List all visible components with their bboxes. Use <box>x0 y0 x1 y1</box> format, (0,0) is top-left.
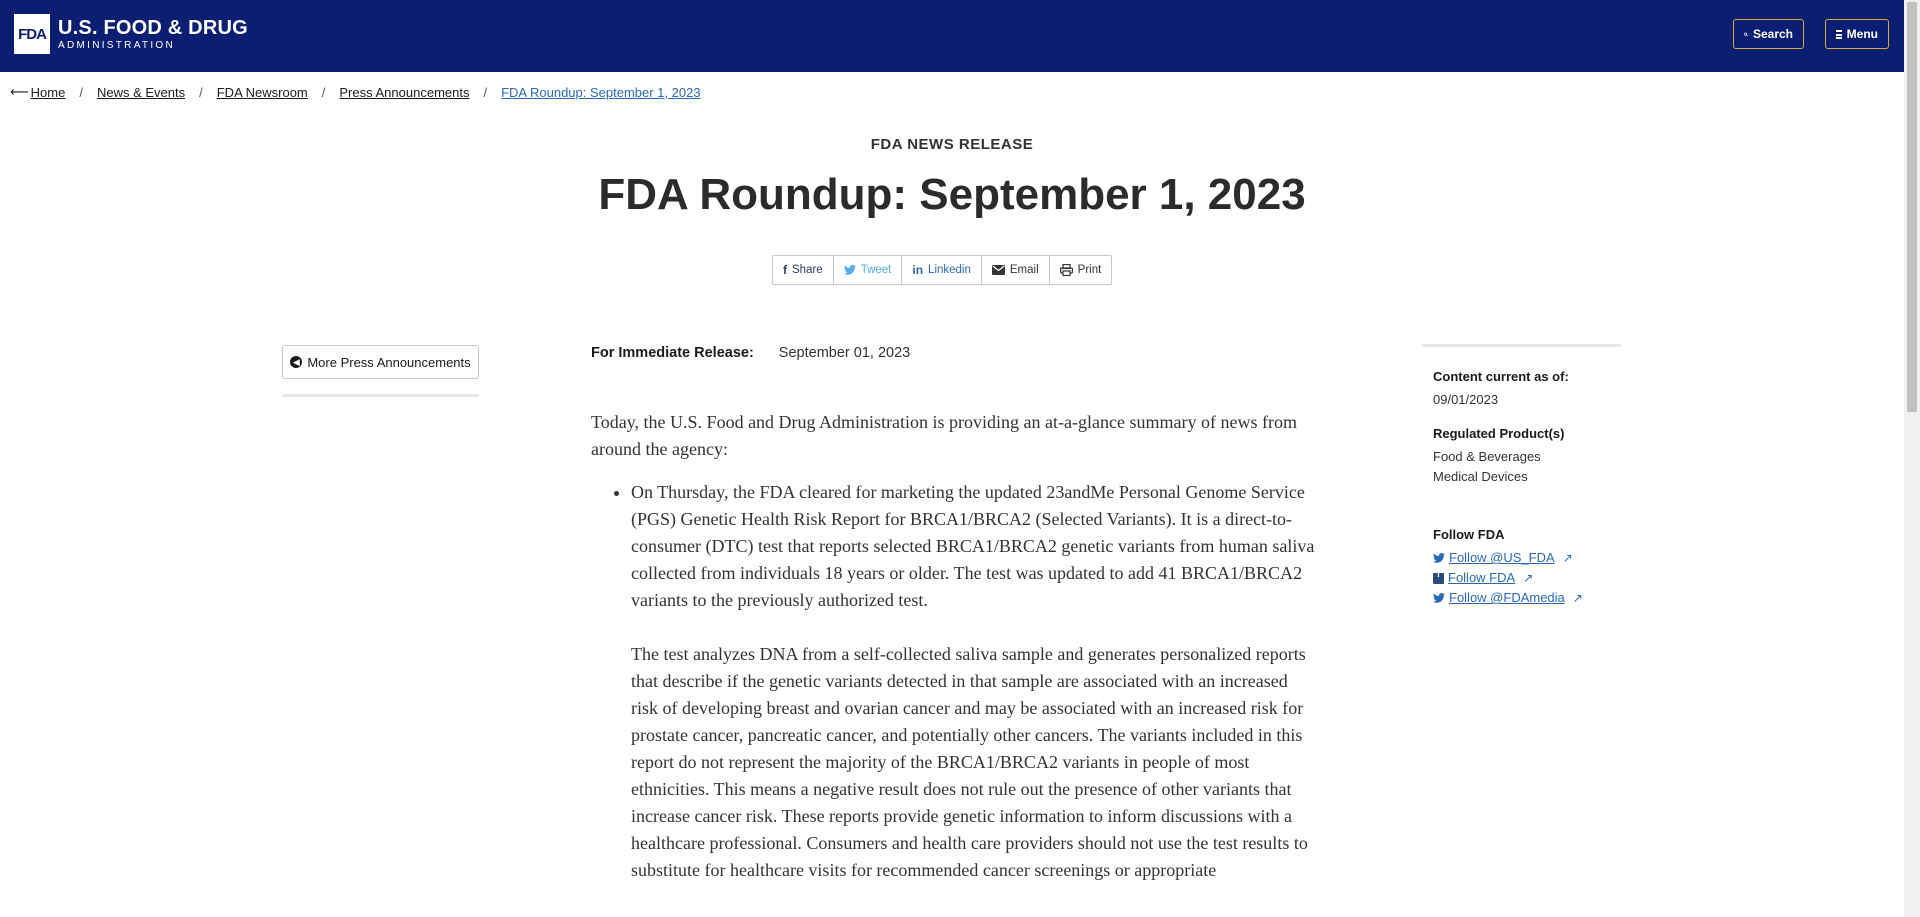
breadcrumb-separator: / <box>321 84 326 100</box>
menu-label: Menu <box>1846 27 1878 41</box>
follow-fdamedia-item <box>1433 588 1623 608</box>
external-link-icon: ↗ <box>1572 591 1583 605</box>
tweet-label: Tweet <box>860 264 892 276</box>
follow-links <box>1433 548 1623 608</box>
follow-fda-block <box>1433 527 1623 608</box>
follow-fda-label: Follow FDA <box>1433 527 1505 542</box>
breadcrumb-news-events[interactable]: News & Events <box>96 84 186 100</box>
facebook-icon: f <box>1433 573 1444 584</box>
more-press-announcements-button[interactable] <box>282 345 479 379</box>
twitter-icon <box>1433 593 1445 603</box>
share-facebook-button[interactable] <box>773 256 834 284</box>
twitter-icon <box>1433 553 1445 563</box>
content-current-label: Content current as of: <box>1433 369 1569 384</box>
news-list-item <box>631 479 1316 884</box>
fda-logo-mark: FDA <box>14 14 50 54</box>
print-label: Print <box>1077 264 1102 276</box>
scrollbar-thumb[interactable] <box>1907 2 1917 412</box>
breadcrumb <box>10 84 701 100</box>
news-release-kicker: FDA NEWS RELEASE <box>870 136 1034 153</box>
linkedin-icon: in <box>912 263 924 277</box>
search-button[interactable] <box>1733 19 1804 49</box>
share-twitter-button[interactable] <box>834 256 903 284</box>
release-date: September 01, 2023 <box>778 345 911 361</box>
follow-fdamedia-link[interactable]: Follow @FDAmedia <box>1449 590 1565 605</box>
fda-logo-text <box>58 18 248 51</box>
email-label: Email <box>1009 264 1039 276</box>
logo-subtitle: ADMINISTRATION <box>58 39 176 51</box>
circle-arrow-left-icon: ◀ <box>290 356 302 368</box>
regulated-product-item: Food & Beverages <box>1433 449 1541 464</box>
menu-button[interactable] <box>1825 19 1889 49</box>
share-bar <box>772 255 1112 285</box>
breadcrumb-separator: / <box>199 84 203 100</box>
logo-title: U.S. FOOD & DRUG <box>58 16 248 39</box>
back-arrow-icon: ⟵ <box>10 84 29 99</box>
external-link-icon: ↗ <box>1562 551 1573 565</box>
regulated-products-block <box>1433 426 1623 487</box>
breadcrumb-press-announcements[interactable]: Press Announcements <box>339 84 470 100</box>
follow-us-fda-link[interactable]: Follow @US_FDA <box>1449 550 1555 565</box>
news-list <box>591 479 1316 884</box>
breadcrumb-separator: / <box>483 84 488 100</box>
page-title: FDA Roundup: September 1, 2023 <box>598 170 1306 219</box>
page-scrollbar[interactable] <box>1904 0 1920 917</box>
breadcrumb-home[interactable]: Home <box>30 84 66 100</box>
news-item-paragraph-1: • On Thursday, the FDA cleared for marketing the updated 23andMe Personal Genome Service (PGS) Genetic Health Risk Report for BRCA1/BRCA2 (Selected Variants). It is a direct-to-consumer (DTC) test that reports selected BRCA1/BRCA2 genetic variants from human saliva collected from individuals 18 years or older. The test was updated to add 41 BRCA1/BRCA2 variants to the previously authorized test. <box>631 482 1315 610</box>
print-button[interactable] <box>1050 256 1112 284</box>
regulated-products-list <box>1433 447 1623 487</box>
regulated-products-label: Regulated Product(s) <box>1433 426 1565 441</box>
hamburger-icon <box>1836 30 1842 39</box>
breadcrumb-current[interactable]: FDA Roundup: September 1, 2023 <box>501 84 701 100</box>
share-label: Share <box>792 264 823 276</box>
search-label: Search <box>1752 27 1793 41</box>
content-current-value: 09/01/2023 <box>1433 392 1499 407</box>
share-linkedin-button[interactable] <box>902 256 982 284</box>
follow-us-fda-item <box>1433 548 1623 568</box>
printer-icon <box>1060 264 1073 276</box>
facebook-icon: f <box>783 263 787 277</box>
breadcrumb-separator: / <box>79 84 83 100</box>
share-email-button[interactable] <box>982 256 1050 284</box>
left-rail-divider <box>282 394 479 397</box>
release-info <box>591 345 910 361</box>
twitter-icon <box>844 265 856 275</box>
news-item-paragraph-2: The test analyzes DNA from a self-collected saliva sample and generates personalized reports that describe if the genetic variants detected in that sample are associated with an increased risk of developing breast and ovarian cancer and may be associated with an increased risk for prostate cancer, pancreatic cancer, and potentially other cancers. The variants included in this report do not represent the majority of the BRCA1/BRCA2 variants in people of most ethnicities. This means a negative result does not rule out the presence of other variants that increase cancer risk. These reports provide genetic information to inform discussions with a healthcare professional. Consumers and health care providers should not use the test results to substitute for healthcare visits for recommended cancer screenings or appropriate <box>631 644 1308 880</box>
breadcrumb-fda-newsroom[interactable]: FDA Newsroom <box>216 84 308 100</box>
article-intro: Today, the U.S. Food and Drug Administration is providing an at-a-glance summary of news from around the agency: <box>591 412 1297 459</box>
envelope-icon <box>992 265 1005 275</box>
sidebar-meta <box>1433 369 1623 624</box>
more-press-announcements-label: More Press Announcements <box>307 354 471 370</box>
search-icon <box>1744 29 1748 40</box>
external-link-icon: ↗ <box>1523 571 1534 585</box>
release-label: For Immediate Release: <box>591 345 754 361</box>
fda-logo[interactable] <box>14 14 248 54</box>
follow-fda-facebook-link[interactable]: Follow FDA <box>1448 570 1516 585</box>
right-rail-divider <box>1422 344 1621 347</box>
site-header <box>0 0 1904 72</box>
regulated-product-item: Medical Devices <box>1433 469 1528 484</box>
article-body <box>591 409 1316 884</box>
follow-fda-facebook-item <box>1433 568 1623 588</box>
linkedin-label: Linkedin <box>928 264 971 276</box>
content-current-block <box>1433 369 1623 410</box>
